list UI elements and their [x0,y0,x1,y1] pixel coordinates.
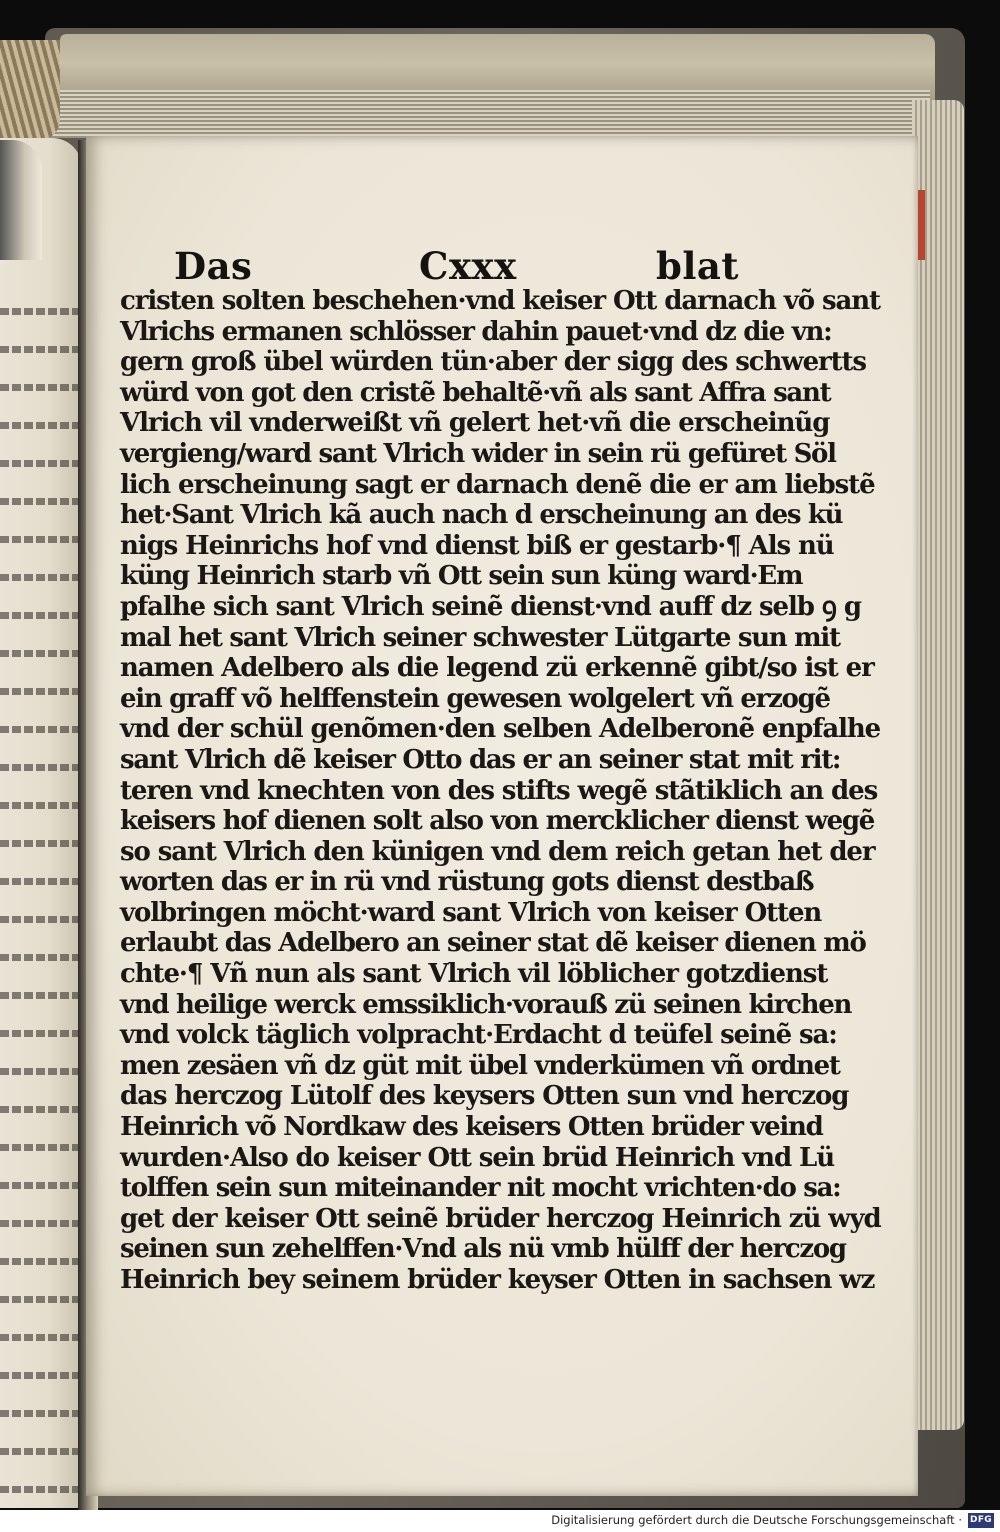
text-line: mal het sant Vlrich seiner schwester Lütgarte sun mit [120,622,840,653]
left-page-curl [0,140,42,260]
text-line: get der keiser Ott seinẽ brüder herczog Heinrich zü wyd [120,1203,881,1234]
folio-number: Cxxx [419,244,517,288]
text-line: seinen sun zehelffen·Vnd als nü vmb hülff der herczog [120,1234,846,1265]
text-line: worten das er in rü vnd rüstung gots dienst destbaß [120,867,814,898]
running-header [174,244,774,290]
text-line: vergieng/ward sant Vlrich wider in sein rü gefüret Söl [120,438,836,469]
text-line: wurden·Also do keiser Ott sein brüd Heinrich vnd Lü [120,1142,834,1173]
header-right: blat [656,244,739,288]
dfg-logo: DFG [968,1513,994,1528]
text-line: volbringen möcht·ward sant Vlrich von keiser Otten [120,897,822,928]
text-line: vnd heilige werck emssiklich·vorauß zü seinen kirchen [120,989,852,1020]
text-line: vnd volck täglich volpracht·Erdacht d teüfel seinẽ sa: [120,1020,837,1051]
header-left: Das [174,244,253,288]
text-line: das herczog Lütolf des keysers Otten sun vnd herczog [120,1081,849,1112]
text-line: vnd der schül genõmen·den selben Adelberonẽ enpfalhe [120,714,881,745]
text-line: so sant Vlrich den künigen vnd dem reich getan het der [120,836,875,867]
text-line: cristen solten beschehen·vnd keiser Ott darnach võ sant [120,286,880,316]
text-line: lich erscheinung sagt er darnach denẽ die er am liebstẽ [120,469,875,500]
text-line: tolffen sein sun miteinander nit mocht vrichten·do sa: [120,1173,841,1204]
body-text [120,286,881,1296]
text-line: namen Adelbero als die legend zü erkennẽ gibt/so ist er [120,653,874,684]
text-line: teren vnd knechten von des stifts wegẽ stãtiklich an des [120,775,878,806]
text-line: Heinrich bey seinem brüder keyser Otten in sachsen wz [120,1265,875,1295]
left-facing-page [0,138,82,1508]
text-line: men zesäen vñ dz güt mit übel vnderkümen vñ ordnet [120,1050,840,1081]
text-line: het·Sant Vlrich kã auch nach d erscheinung an des kü [120,500,843,531]
text-line: pfalhe sich sant Vlrich seinẽ dienst·vnd auff dz selb ꝯ g [120,591,861,622]
recto-page [86,136,918,1496]
text-line: chte·¶ Vñ nun als sant Vlrich vil löblicher gotzdienst [120,959,828,990]
left-page-text [0,288,82,1508]
text-line: Vlrichs ermanen schlösser dahin pauet·vnd dz die vn: [120,316,832,347]
page-block-top [30,90,930,138]
text-line: Heinrich võ Nordkaw des keisers Otten brüder veind [120,1112,823,1143]
text-line: sant Vlrich dẽ keiser Otto das er an seiner stat mit rit: [120,744,841,775]
binding-thread [0,40,60,140]
text-line: ein graff võ helffenstein gewesen wolgelert vñ erzogẽ [120,683,830,714]
text-line: Vlrich vil vnderweißt vñ gelert het·vñ die erscheinũg [120,408,830,439]
text-line: keisers hof dienen solt also von mercklicher dienst wegẽ [120,806,874,837]
text-line: würd von got den cristẽ behaltẽ·vñ als sant Affra sant [120,377,831,408]
text-line: küng Heinrich starb vñ Ott sein sun küng ward·Em [120,561,803,592]
digitization-footer [0,1510,1000,1532]
text-line: gern groß übel würden tün·aber der sigg des schwertts [120,347,866,378]
fore-edge [912,100,964,1430]
funding-credit: Digitalisierung gefördert durch die Deutsche Forschungsgemeinschaft · [551,1513,962,1527]
text-line: erlaubt das Adelbero an seiner stat dẽ keiser dienen mö [120,928,866,959]
text-line: nigs Heinrichs hof vnd dienst biß er gestarb·¶ Als nü [120,530,834,561]
